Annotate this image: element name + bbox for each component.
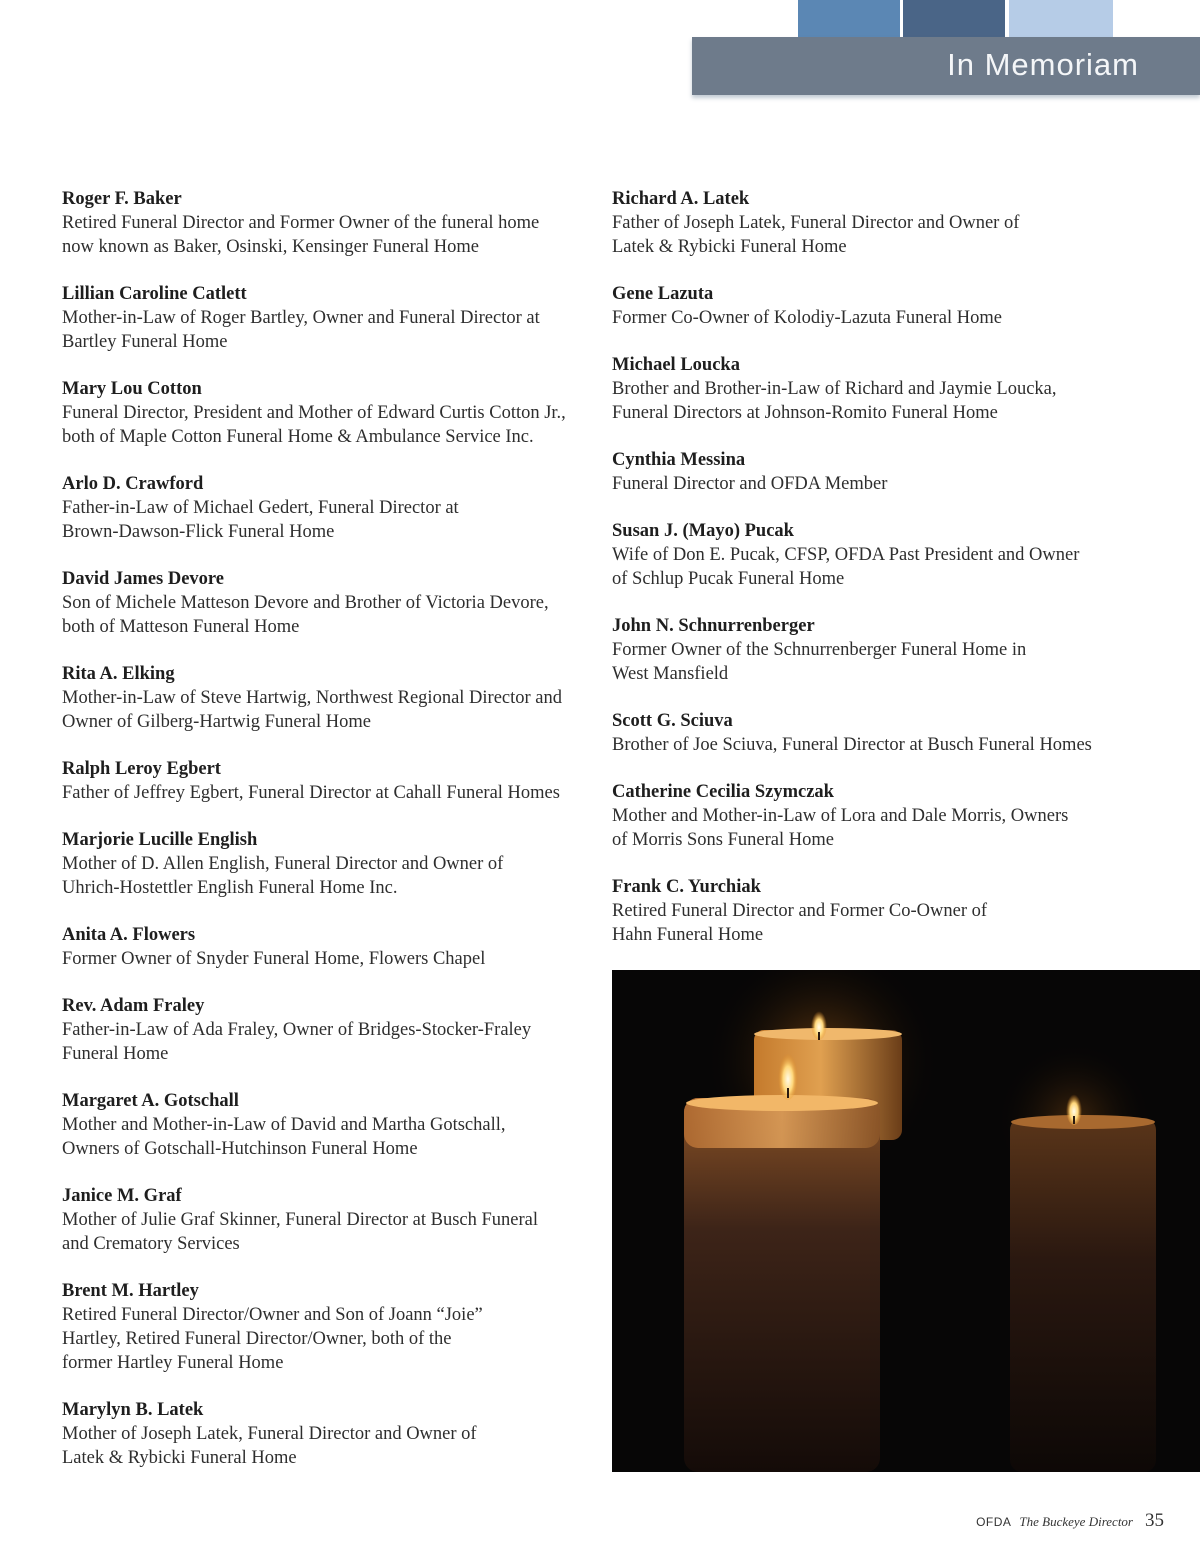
entry-name: Richard A. Latek [612, 189, 750, 209]
entry-name: Marylyn B. Latek [62, 1400, 204, 1420]
entry-name: Frank C. Yurchiak [612, 877, 761, 897]
entry-name: Anita A. Flowers [62, 925, 196, 945]
entry-name: Roger F. Baker [62, 189, 182, 209]
entry-name: Gene Lazuta [612, 284, 714, 304]
entry-name: Margaret A. Gotschall [62, 1091, 239, 1111]
entry-description: Mother and Mother-in-Law of David and Martha Gotschall, Owners of Gotschall-Hutchinson Funeral Home [62, 1115, 506, 1159]
page-title: In Memoriam [947, 47, 1139, 82]
memoriam-entry [62, 1279, 592, 1375]
right-column [612, 187, 1152, 970]
footer-org: OFDA [976, 1515, 1012, 1529]
header-accent-block-3 [1009, 0, 1113, 37]
entry-description: Mother of D. Allen English, Funeral Director and Owner of Uhrich-Hostettler English Funeral Home Inc. [62, 854, 504, 898]
entry-description: Wife of Don E. Pucak, CFSP, OFDA Past President and Owner of Schlup Pucak Funeral Home [612, 545, 1080, 589]
memoriam-entry [612, 519, 1152, 591]
entry-description: Former Owner of Snyder Funeral Home, Flowers Chapel [62, 949, 486, 969]
memoriam-entry [62, 567, 592, 639]
memoriam-entry [62, 923, 592, 971]
memoriam-entry [612, 187, 1152, 259]
entry-name: Susan J. (Mayo) Pucak [612, 521, 794, 541]
memoriam-entry [612, 353, 1152, 425]
entry-description: Son of Michele Matteson Devore and Brother of Victoria Devore, both of Matteson Funeral Home [62, 593, 549, 637]
memoriam-entry [62, 1089, 592, 1161]
entry-description: Funeral Director, President and Mother of Edward Curtis Cotton Jr., both of Maple Cotton Funeral Home & Ambulance Service Inc. [62, 403, 566, 447]
footer-publication: The Buckeye Director [1019, 1514, 1133, 1529]
entry-description: Mother and Mother-in-Law of Lora and Dale Morris, Owners of Morris Sons Funeral Home [612, 806, 1069, 850]
entry-description: Father of Jeffrey Egbert, Funeral Director at Cahall Funeral Homes [62, 783, 560, 803]
entry-name: Arlo D. Crawford [62, 474, 204, 494]
memoriam-entry [62, 994, 592, 1066]
entry-name: Janice M. Graf [62, 1186, 182, 1206]
entry-name: John N. Schnurrenberger [612, 616, 815, 636]
entry-description: Father-in-Law of Ada Fraley, Owner of Bridges-Stocker-Fraley Funeral Home [62, 1020, 532, 1064]
entry-name: Michael Loucka [612, 355, 740, 375]
entry-description: Mother-in-Law of Steve Hartwig, Northwest Regional Director and Owner of Gilberg-Hartwig Funeral Home [62, 688, 563, 732]
entry-name: Scott G. Sciuva [612, 711, 733, 731]
header-accent-block-2 [903, 0, 1005, 37]
memoriam-entry [62, 472, 592, 544]
entry-description: Mother-in-Law of Roger Bartley, Owner and Funeral Director at Bartley Funeral Home [62, 308, 540, 352]
memoriam-entry [62, 187, 592, 259]
memoriam-entry [62, 662, 592, 734]
memoriam-entry [612, 448, 1152, 496]
memoriam-entry [62, 1184, 592, 1256]
entry-description: Brother and Brother-in-Law of Richard and Jaymie Loucka, Funeral Directors at Johnson-Romito Funeral Home [612, 379, 1057, 423]
entry-name: Rev. Adam Fraley [62, 996, 205, 1016]
entry-description: Funeral Director and OFDA Member [612, 474, 888, 494]
entry-name: David James Devore [62, 569, 225, 589]
memoriam-entry [612, 780, 1152, 852]
entry-description: Father-in-Law of Michael Gedert, Funeral Director at Brown-Dawson-Flick Funeral Home [62, 498, 459, 542]
entry-description: Brother of Joe Sciuva, Funeral Director at Busch Funeral Homes [612, 735, 1092, 755]
entry-name: Ralph Leroy Egbert [62, 759, 221, 779]
memoriam-entry [612, 282, 1152, 330]
entry-name: Rita A. Elking [62, 664, 175, 684]
memoriam-entry [62, 1398, 592, 1470]
page-footer [976, 1510, 1164, 1532]
candles-illustration [612, 970, 1200, 1472]
entry-description: Former Owner of the Schnurrenberger Funeral Home in West Mansfield [612, 640, 1027, 684]
left-column [62, 187, 592, 1493]
header-accent-block-1 [798, 0, 900, 37]
memoriam-entry [62, 828, 592, 900]
page-number: 35 [1145, 1510, 1164, 1531]
memoriam-entry [612, 875, 1152, 947]
memoriam-entry [62, 757, 592, 805]
entry-description: Retired Funeral Director and Former Co-Owner of Hahn Funeral Home [612, 901, 988, 945]
memoriam-entry [62, 377, 592, 449]
entry-description: Retired Funeral Director/Owner and Son of Joann “Joie” Hartley, Retired Funeral Director/Owner, both of the former Hartley Funeral Home [62, 1305, 483, 1373]
entry-name: Lillian Caroline Catlett [62, 284, 247, 304]
header-bar [692, 37, 1200, 95]
memoriam-entry [612, 709, 1152, 757]
entry-name: Brent M. Hartley [62, 1281, 199, 1301]
entry-name: Catherine Cecilia Szymczak [612, 782, 834, 802]
entry-description: Mother of Julie Graf Skinner, Funeral Director at Busch Funeral and Crematory Services [62, 1210, 539, 1254]
memoriam-entry [62, 282, 592, 354]
entry-description: Retired Funeral Director and Former Owner of the funeral home now known as Baker, Osinski, Kensinger Funeral Home [62, 213, 540, 257]
candles-photo [612, 970, 1200, 1472]
entry-description: Mother of Joseph Latek, Funeral Director and Owner of Latek & Rybicki Funeral Home [62, 1424, 477, 1468]
entry-name: Marjorie Lucille English [62, 830, 258, 850]
entry-description: Former Co-Owner of Kolodiy-Lazuta Funeral Home [612, 308, 1002, 328]
entry-name: Mary Lou Cotton [62, 379, 202, 399]
header-accent-block-4 [1116, 0, 1200, 37]
memoriam-entry [612, 614, 1152, 686]
entry-name: Cynthia Messina [612, 450, 746, 470]
entry-description: Father of Joseph Latek, Funeral Director and Owner of Latek & Rybicki Funeral Home [612, 213, 1020, 257]
